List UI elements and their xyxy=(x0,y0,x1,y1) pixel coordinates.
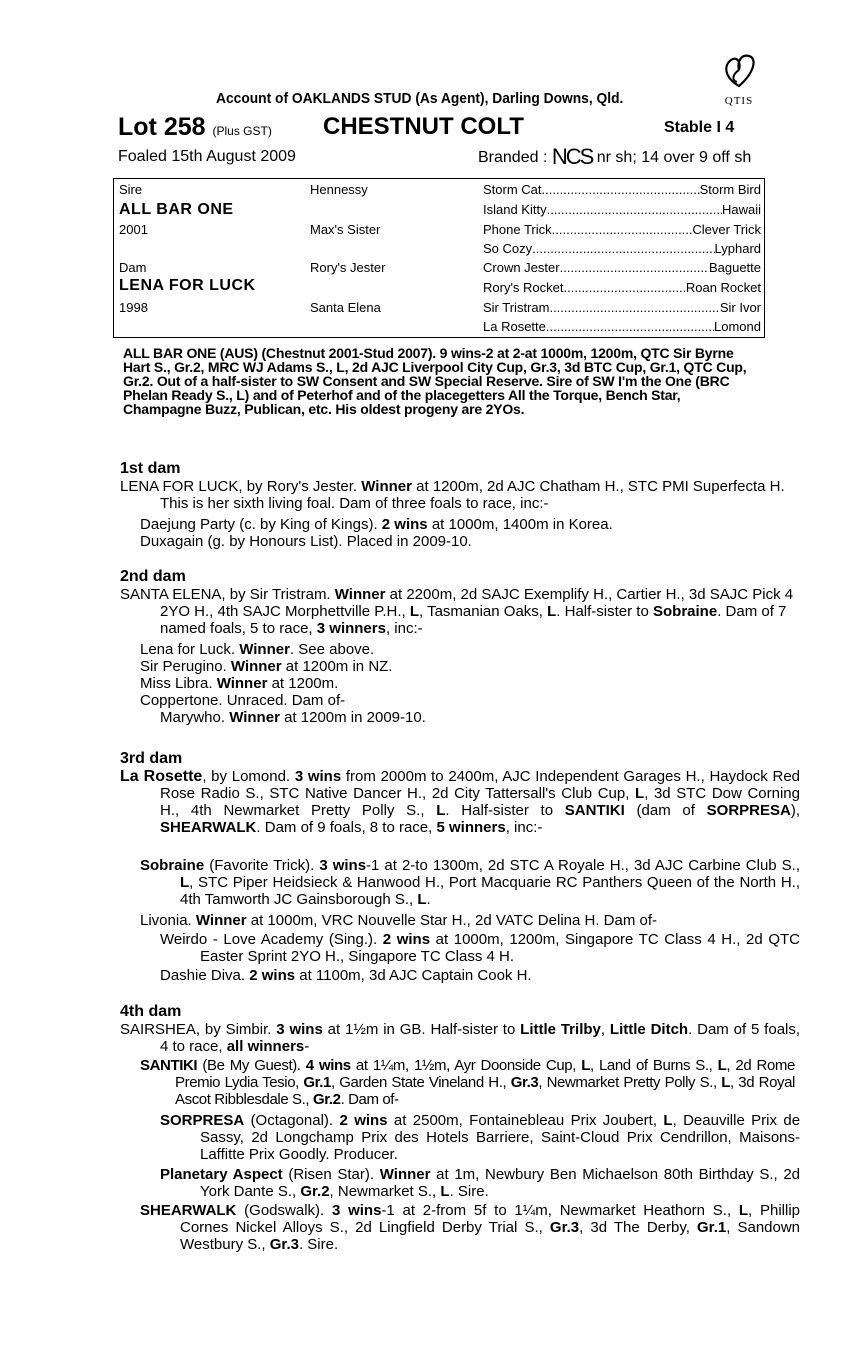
text: Weirdo - Love Academy (Sing.). xyxy=(160,931,378,948)
text: Livonia. xyxy=(140,912,192,929)
bold-text: L xyxy=(409,603,419,620)
text: Coppertone. Unraced. Dam of- xyxy=(140,692,346,709)
bold-text: Little Trilby xyxy=(520,1021,601,1038)
text: SANTA ELENA, by Sir Tristram. xyxy=(120,586,331,603)
text: , Newmarket S., xyxy=(329,1183,437,1200)
bold-text: all winners xyxy=(226,1038,305,1055)
text: at 1200m. xyxy=(271,675,339,692)
brand-suffix: nr sh; 14 over 9 off sh xyxy=(596,149,752,166)
text: at 1m, Newbury Ben Michaelson 80th Birthday S., 2d York Dante S., xyxy=(200,1166,801,1200)
gen3-right: Storm Bird xyxy=(699,182,761,197)
planetary-aspect-entry xyxy=(160,1166,800,1200)
text: , inc:- xyxy=(385,620,423,637)
text: . Dam of 5 foals, 4 to race, xyxy=(160,1021,801,1055)
gen3-right: Lyphard xyxy=(714,241,761,256)
bold-text: Gr.3 xyxy=(510,1074,539,1091)
gen3-row xyxy=(483,260,761,275)
text: -1 at 2-from 5f to 1¼m, Newmarket Heathorn S., xyxy=(381,1202,732,1219)
bold-text: SANTIKI xyxy=(140,1057,198,1074)
text: at 1100m, 3d AJC Captain Cook H. xyxy=(299,967,532,984)
text: - xyxy=(304,1038,310,1055)
gen3-row xyxy=(483,222,761,237)
heading-text: 3rd dam xyxy=(120,750,183,767)
bold-text: Gr.3 xyxy=(269,1236,299,1253)
text: at 1000m, 1400m in Korea. xyxy=(431,516,613,533)
bold-text: L xyxy=(180,874,190,891)
gen3-left: Rory's Rocket xyxy=(483,280,564,295)
logo-text: QTIS xyxy=(724,95,754,107)
bold-text: L xyxy=(663,1112,673,1129)
bold-text: Gr.1 xyxy=(303,1074,331,1091)
gen3-right: Clever Trick xyxy=(692,222,761,237)
bold-text: La Rosette xyxy=(120,768,203,785)
text: -1 at 2-to 1300m, 2d STC A Royale H., 3d AJC Carbine Club S., xyxy=(366,857,801,874)
gen3-left: So Cozy xyxy=(483,241,533,256)
text: . Dam of 9 foals, 8 to race, xyxy=(256,819,433,836)
dashie-entry xyxy=(160,967,760,984)
bold-text: 4 wins xyxy=(305,1057,351,1074)
bold-text: 3 wins xyxy=(276,1021,323,1038)
sire-year: 2001 xyxy=(119,222,148,237)
third-dam-heading xyxy=(120,750,182,768)
horse-description: CHESTNUT COLT xyxy=(323,113,524,140)
text: . xyxy=(426,891,431,908)
text: , Phillip Cornes Nickel Alloys S., 2d Lingfield Derby Trial S., xyxy=(180,1202,800,1236)
text: at 1200m, 2d AJC Chatham H., STC PMI Superfecta H. This is her sixth living foal. Dam of three foals to race, inc:- xyxy=(160,478,785,512)
text: (Be My Guest). xyxy=(202,1057,301,1074)
brand-prefix: Branded : xyxy=(478,149,548,166)
text: at 2500m, Fontainebleau Prix Joubert, xyxy=(393,1112,658,1129)
text: , 3d Royal Ascot Ribblesdale S., xyxy=(175,1074,795,1108)
text: , by Lomond. xyxy=(202,768,291,785)
grand-dam-sire-side: Max's Sister xyxy=(310,222,381,237)
text: at 1000m, VRC Nouvelle Star H., 2d VATC Delina H. Dam of- xyxy=(250,912,658,929)
text: Duxagain (g. by Honours List). Placed in 2009-10. xyxy=(140,533,472,550)
text: . Sire. xyxy=(298,1236,339,1253)
sobraine-entry xyxy=(140,857,800,908)
text: , 3d The Derby, xyxy=(579,1219,690,1236)
lot-label: Lot 258 xyxy=(118,113,206,141)
first-dam-heading xyxy=(120,460,180,478)
bold-text: L xyxy=(717,1057,727,1074)
bold-text: L xyxy=(547,603,557,620)
gen3-right: Sir Ivor xyxy=(719,300,761,315)
bold-text: 3 wins xyxy=(294,768,342,785)
bold-text: L xyxy=(581,1057,590,1074)
text: (Favorite Trick). xyxy=(209,857,315,874)
bold-text: L xyxy=(721,1074,731,1091)
text: (dam of xyxy=(636,802,695,819)
second-dam-text xyxy=(120,586,800,637)
bold-text: Winner xyxy=(239,641,290,658)
bold-text: 3 wins xyxy=(319,857,367,874)
text: at 1½m in GB. Half-sister to xyxy=(327,1021,516,1038)
bold-text: SORPRESA xyxy=(160,1112,245,1129)
bold-text: Winner xyxy=(334,586,386,603)
bold-text: SHEARWALK xyxy=(140,1202,237,1219)
text: Miss Libra. xyxy=(140,675,213,692)
text: Lena for Luck. xyxy=(140,641,236,658)
text: Dashie Diva. xyxy=(160,967,246,984)
heading-text: 1st dam xyxy=(120,460,181,477)
text: , Land of Burns S., xyxy=(590,1057,713,1074)
dam-year: 1998 xyxy=(119,300,148,315)
weirdo-entry xyxy=(160,931,800,965)
dam-name: LENA FOR LUCK xyxy=(119,277,256,294)
sire-label: Sire xyxy=(119,182,143,197)
text: (Octagonal). xyxy=(250,1112,334,1129)
grandsire: Hennessy xyxy=(310,182,368,197)
bold-text: Winner xyxy=(379,1166,431,1183)
gen3-row xyxy=(483,182,761,197)
text: SAIRSHEA, by Simbir. xyxy=(120,1021,272,1038)
text: at 1¼m, 1½m, Ayr Doonside Cup, xyxy=(355,1057,577,1074)
bold-text: Planetary Aspect xyxy=(160,1166,283,1183)
gen3-right: Baguette xyxy=(708,260,761,275)
bold-text: Winner xyxy=(216,675,268,692)
vendor-account: Account of OAKLANDS STUD (As Agent), Darling Downs, Qld. xyxy=(216,90,624,107)
lot-gst: (Plus GST) xyxy=(212,124,272,138)
text: . Dam of 7 named foals, 5 to race, xyxy=(160,603,787,637)
third-dam-text xyxy=(120,768,800,836)
text: (Risen Star). xyxy=(288,1166,375,1183)
bold-text: SHEARWALK xyxy=(160,819,257,836)
fourth-dam-heading xyxy=(120,1003,181,1021)
gen3-row xyxy=(483,300,761,315)
bold-text: Gr.1 xyxy=(697,1219,727,1236)
text: , Sandown Westbury S., xyxy=(180,1219,801,1253)
text: . Half-sister to xyxy=(556,603,649,620)
gen3-left: Crown Jester xyxy=(483,260,560,275)
dam-dam: Santa Elena xyxy=(310,300,381,315)
qtis-logo xyxy=(716,52,762,108)
text: , Tasmanian Oaks, xyxy=(419,603,543,620)
text: . See above. xyxy=(289,641,375,658)
bold-text: L xyxy=(635,785,645,802)
gen3-right: Lomond xyxy=(714,319,761,334)
text: , 2d Rome Premio Lydia Tesio, xyxy=(175,1057,795,1091)
text: , inc:- xyxy=(505,819,543,836)
text: , 3d STC Dow Corning H., 4th Newmarket Pretty Polly S., xyxy=(160,785,800,819)
bold-text: Winner xyxy=(361,478,412,495)
second-dam-heading xyxy=(120,568,186,586)
text: at 2200m, 2d SAJC Exemplify H., Cartier H., 3d SAJC Pick 4 2YO H., 4th SAJC Morphettville P.H., xyxy=(160,586,794,620)
gen3-left: Phone Trick xyxy=(483,222,552,237)
bold-text: 2 wins xyxy=(381,516,428,533)
bold-text: Gr.2 xyxy=(312,1091,341,1108)
first-dam-progeny xyxy=(140,516,760,550)
bold-text: 2 wins xyxy=(382,931,431,948)
qtis-logo-icon xyxy=(719,52,759,90)
brand-info xyxy=(478,144,751,170)
bold-text: Sobraine xyxy=(140,857,205,874)
bold-text: 2 wins xyxy=(339,1112,388,1129)
bold-text: L xyxy=(436,802,446,819)
text: , STC Piper Heidsieck & Hanwood H., Port Macquarie RC Panthers Queen of the North H., 4th Tamworth JC Gainsborough S., xyxy=(180,874,800,908)
text: . Dam of- xyxy=(340,1091,399,1108)
text: . Half-sister to xyxy=(445,802,554,819)
sire-summary: ALL BAR ONE (AUS) (Chestnut 2001-Stud 2007). 9 wins-2 at 2-at 1000m, 1200m, QTC Sir Byrne Hart S., Gr.2, MRC WJ Adams S., L, 2d AJC Liverpool City Cup, Gr.3, 3d BTC Cup, Gr.1, QTC Cup, Gr.2. Out of a half-sister to SW Consent and SW Special Reserve. Sire of SW I'm the One (BRC Phelan Ready S., L) and of Peterhof and of the placegetters All the Torque, Bench Star, Champagne Buzz, Publican, etc. His oldest progeny are 2YOs. xyxy=(123,345,747,417)
sire-name: ALL BAR ONE xyxy=(119,201,234,218)
text: Daejung Party (c. by King of Kings). xyxy=(140,516,378,533)
dam-sire: Rory's Jester xyxy=(310,260,386,275)
gen3-row xyxy=(483,241,761,256)
text: , Newmarket Pretty Polly S., xyxy=(538,1074,717,1091)
text: , Deauville Prix de Sassy, 2d Longchamp Prix des Hotels Barriere, Saint-Cloud Prix Cendrillon, Maisons-Laffitte Prix Goodly. Producer. xyxy=(200,1112,801,1163)
text: at 1200m in 2009-10. xyxy=(284,709,426,726)
text: ), xyxy=(790,802,801,819)
brand-mark: NCS xyxy=(551,144,593,169)
bold-text: Sobraine xyxy=(653,603,718,620)
second-dam-progeny xyxy=(140,641,760,726)
text: at 1200m in NZ. xyxy=(285,658,393,675)
foaled-date: Foaled 15th August 2009 xyxy=(118,148,296,165)
bold-text: SORPRESA xyxy=(706,802,791,819)
fourth-dam-text xyxy=(120,1021,800,1055)
gen3-left: Island Kitty xyxy=(483,202,547,217)
gen3-left: La Rosette xyxy=(483,319,546,334)
gen3-right: Roan Rocket xyxy=(685,280,761,295)
first-dam-text xyxy=(120,478,800,512)
bold-text: Winner xyxy=(195,912,247,929)
text: . Sire. xyxy=(449,1183,489,1200)
bold-text: L xyxy=(440,1183,450,1200)
bold-text: Winner xyxy=(229,709,280,726)
sorpresa-entry xyxy=(160,1112,800,1163)
bold-text: 5 winners xyxy=(436,819,506,836)
heading-text: 2nd dam xyxy=(120,568,186,585)
gen3-left: Storm Cat xyxy=(483,182,542,197)
livonia-entry xyxy=(140,912,780,929)
bold-text: Gr.2 xyxy=(300,1183,330,1200)
pedigree-table xyxy=(113,178,765,338)
text: LENA FOR LUCK, by Rory's Jester. xyxy=(120,478,358,495)
santiki-entry xyxy=(140,1057,795,1108)
lot-number xyxy=(118,113,272,142)
heading-text: 4th dam xyxy=(120,1003,182,1020)
gen3-left: Sir Tristram xyxy=(483,300,550,315)
text: at 1000m, 1200m, Singapore TC Class 4 H., 2d QTC Easter Sprint 2YO H., Singapore TC Class 4 H. xyxy=(200,931,800,965)
gen3-row xyxy=(483,319,761,334)
stable-number: Stable I 4 xyxy=(664,119,735,136)
bold-text: Winner xyxy=(230,658,282,675)
gen3-right: Hawaii xyxy=(721,202,761,217)
text: , Garden State Vineland H., xyxy=(331,1074,507,1091)
shearwalk-entry xyxy=(140,1202,800,1253)
bold-text: L xyxy=(417,891,427,908)
bold-text: Little Ditch xyxy=(609,1021,689,1038)
text: (Godswalk). xyxy=(244,1202,325,1219)
bold-text: Gr.3 xyxy=(549,1219,580,1236)
text: Sir Perugino. xyxy=(140,658,227,675)
bold-text: 3 winners xyxy=(316,620,386,637)
bold-text: 3 wins xyxy=(331,1202,382,1219)
text: Marywho. xyxy=(160,709,226,726)
bold-text: 2 wins xyxy=(249,967,296,984)
dam-label: Dam xyxy=(119,260,147,275)
gen3-row xyxy=(483,280,761,295)
gen3-row xyxy=(483,202,761,217)
bold-text: L xyxy=(738,1202,749,1219)
bold-text: SANTIKI xyxy=(564,802,625,819)
text: , xyxy=(600,1021,606,1038)
text: from 2000m to 2400m, AJC Independent Garages H., Haydock Red Rose Radio S., STC Native Dancer H., 2d City Tattersall's Club Cup, xyxy=(160,768,801,802)
